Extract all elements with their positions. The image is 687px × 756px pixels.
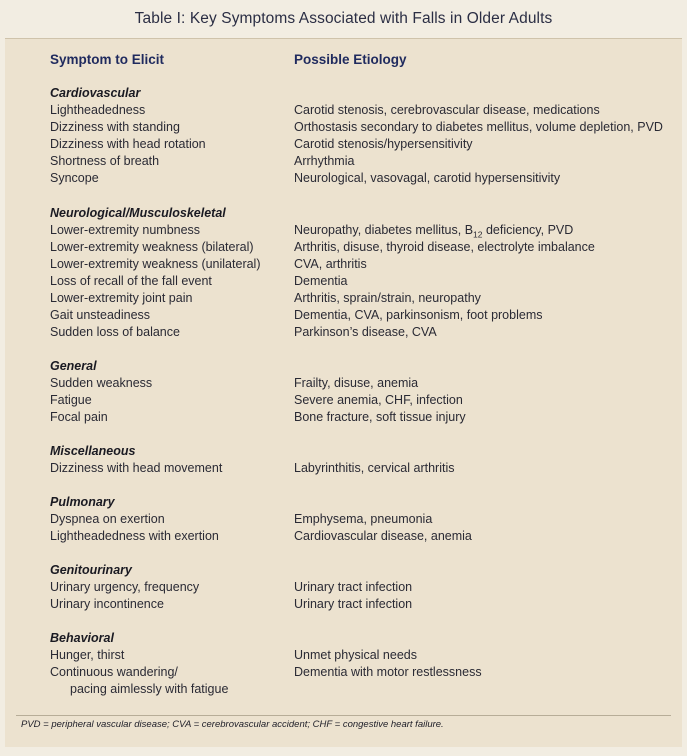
etiology-cell: Carotid stenosis/hypersensitivity xyxy=(294,137,473,151)
table-row xyxy=(5,120,682,137)
table-row xyxy=(5,512,682,529)
table-row xyxy=(5,240,682,257)
table-row xyxy=(5,410,682,427)
symptom-cell: Hunger, thirst xyxy=(50,648,125,662)
etiology-cell: Orthostasis secondary to diabetes mellitus, volume depletion, PVD xyxy=(294,120,663,134)
etiology-cell: Bone fracture, soft tissue injury xyxy=(294,410,466,424)
table-row xyxy=(5,274,682,291)
etiology-cell: Labyrinthitis, cervical arthritis xyxy=(294,461,455,475)
symptom-cell: Lightheadedness with exertion xyxy=(50,529,219,543)
table-row xyxy=(5,257,682,274)
table-row xyxy=(5,580,682,597)
etiology-cell: Carotid stenosis, cerebrovascular disease, medications xyxy=(294,103,600,117)
footnote: PVD = peripheral vascular disease; CVA = cerebrovascular accident; CHF = congestive heart failure. xyxy=(21,719,444,730)
etiology-cell: Dementia, CVA, parkinsonism, foot problems xyxy=(294,308,543,322)
section-title: Miscellaneous xyxy=(50,444,136,458)
table-row xyxy=(5,665,682,699)
etiology-cell: Emphysema, pneumonia xyxy=(294,512,433,526)
etiology-cell: Severe anemia, CHF, infection xyxy=(294,393,463,407)
etiology-subscript: 12 xyxy=(473,229,483,240)
etiology-cell: Dementia xyxy=(294,274,348,288)
section-title: General xyxy=(50,359,97,373)
symptom-cell: Focal pain xyxy=(50,410,108,424)
section-title: Cardiovascular xyxy=(50,86,141,100)
table-row xyxy=(5,461,682,478)
etiology-cell: Parkinson’s disease, CVA xyxy=(294,325,437,339)
etiology-cell: Dementia with motor restlessness xyxy=(294,665,482,679)
etiology-text: Neuropathy, diabetes mellitus, B xyxy=(294,223,474,237)
etiology-cell: Arrhythmia xyxy=(294,154,355,168)
etiology-cell: Frailty, disuse, anemia xyxy=(294,376,419,390)
etiology-cell: Arthritis, disuse, thyroid disease, electrolyte imbalance xyxy=(294,240,595,254)
symptom-cell: Sudden weakness xyxy=(50,376,153,390)
etiology-cell: Unmet physical needs xyxy=(294,648,417,662)
symptom-cell: Dyspnea on exertion xyxy=(50,512,165,526)
table-row xyxy=(5,648,682,665)
section-title: Genitourinary xyxy=(50,563,132,577)
symptom-cell: Lower-extremity weakness (unilateral) xyxy=(50,257,261,271)
etiology-cell: Arthritis, sprain/strain, neuropathy xyxy=(294,291,481,305)
footnote-divider xyxy=(16,715,671,716)
etiology-cell: Neurological, vasovagal, carotid hypersensitivity xyxy=(294,171,561,185)
table-row xyxy=(5,308,682,325)
table-row xyxy=(5,171,682,188)
symptom-cell: Dizziness with head movement xyxy=(50,461,223,475)
section-title: Pulmonary xyxy=(50,495,115,509)
section-title: Neurological/Musculoskeletal xyxy=(50,206,226,220)
symptom-cell: Lower-extremity numbness xyxy=(50,223,201,237)
table-row xyxy=(5,291,682,308)
symptom-cell: Gait unsteadiness xyxy=(50,308,151,322)
table-row xyxy=(5,529,682,546)
table-row xyxy=(5,376,682,393)
symptom-column-header: Symptom to Elicit xyxy=(50,52,165,67)
table-row xyxy=(5,597,682,614)
symptom-cell: Continuous wandering/ xyxy=(50,665,178,679)
table-row xyxy=(5,393,682,410)
symptom-cell: Lower-extremity weakness (bilateral) xyxy=(50,240,254,254)
table-panel xyxy=(5,38,682,747)
etiology-cell: Urinary tract infection xyxy=(294,597,413,611)
symptom-cell: Syncope xyxy=(50,171,99,185)
symptom-cell-continuation: pacing aimlessly with fatigue xyxy=(70,682,229,696)
table-row xyxy=(5,137,682,154)
table-title: Table I: Key Symptoms Associated with Falls in Older Adults xyxy=(134,10,553,27)
symptom-cell: Sudden loss of balance xyxy=(50,325,180,339)
table-row xyxy=(5,103,682,120)
symptom-cell: Dizziness with head rotation xyxy=(50,137,206,151)
symptom-cell: Lower-extremity joint pain xyxy=(50,291,193,305)
symptom-cell: Fatigue xyxy=(50,393,92,407)
etiology-column-header: Possible Etiology xyxy=(294,52,407,67)
etiology-cell xyxy=(294,223,573,240)
table-row xyxy=(5,154,682,171)
table-row xyxy=(5,325,682,342)
symptom-cell: Loss of recall of the fall event xyxy=(50,274,212,288)
etiology-cell: Cardiovascular disease, anemia xyxy=(294,529,472,543)
symptom-cell: Urinary incontinence xyxy=(50,597,164,611)
symptom-cell: Dizziness with standing xyxy=(50,120,180,134)
table-row xyxy=(5,223,682,240)
section-title: Behavioral xyxy=(50,631,114,645)
symptom-cell: Urinary urgency, frequency xyxy=(50,580,200,594)
etiology-cell: CVA, arthritis xyxy=(294,257,367,271)
symptom-cell: Shortness of breath xyxy=(50,154,160,168)
etiology-text: deficiency, PVD xyxy=(482,223,574,237)
symptom-cell: Lightheadedness xyxy=(50,103,146,117)
etiology-cell: Urinary tract infection xyxy=(294,580,413,594)
